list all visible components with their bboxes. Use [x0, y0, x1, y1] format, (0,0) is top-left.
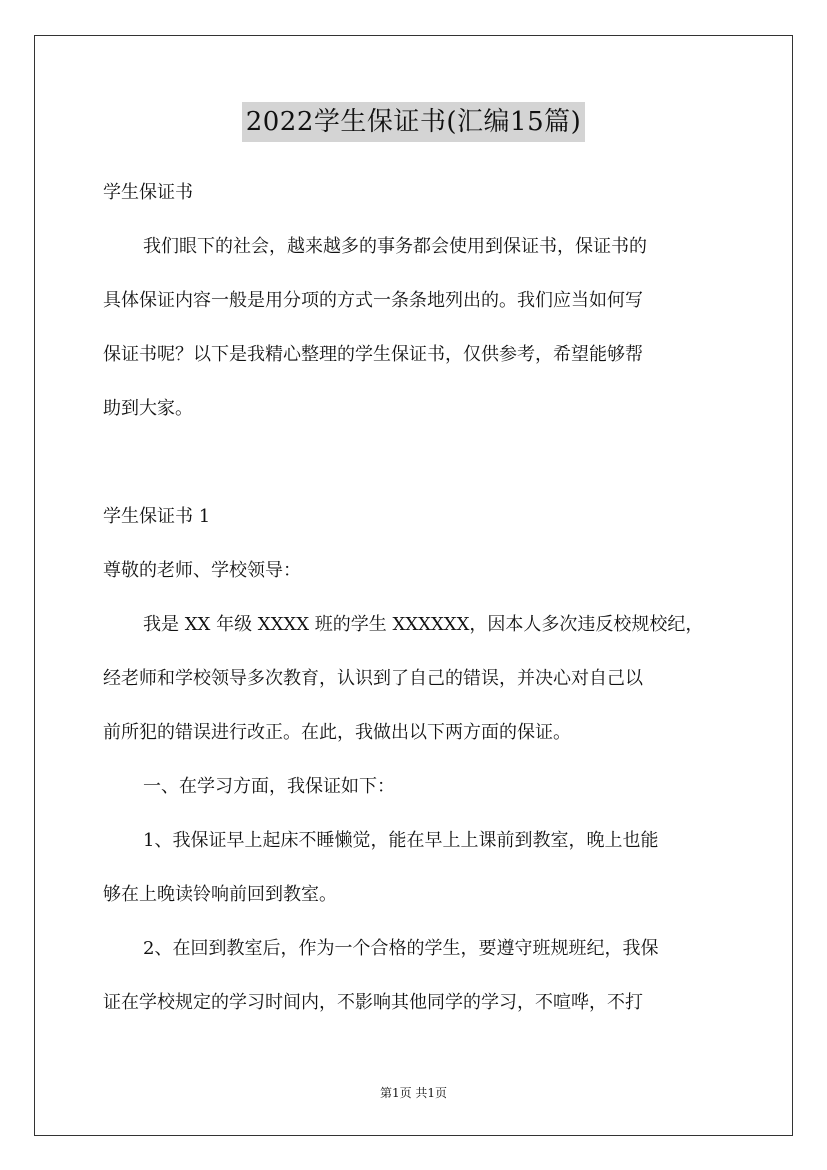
paragraph-line: 2、在回到教室后，作为一个合格的学生，要遵守班规班纪，我保: [143, 938, 659, 959]
paragraph-line: 保证书呢？以下是我精心整理的学生保证书，仅供参考，希望能够帮: [103, 344, 643, 365]
paragraph-line: 证在学校规定的学习时间内，不影响其他同学的学习，不喧哗，不打: [103, 992, 643, 1013]
paragraph-line: 一、在学习方面，我保证如下：: [143, 776, 395, 797]
paragraph-line: 我是 XX 年级 XXXX 班的学生 XXXXXX，因本人多次违反校规校纪，: [143, 614, 704, 635]
paragraph-line: 助到大家。: [103, 398, 193, 419]
paragraph-line: 够在上晚读铃响前回到教室。: [103, 884, 337, 905]
document-title: 2022学生保证书(汇编15篇): [242, 102, 586, 142]
paragraph-line: 前所犯的错误进行改正。在此，我做出以下两方面的保证。: [103, 722, 571, 743]
section-heading: 学生保证书 1: [103, 506, 211, 527]
salutation-line: 尊敬的老师、学校领导：: [103, 560, 301, 581]
paragraph-line: 我们眼下的社会，越来越多的事务都会使用到保证书，保证书的: [143, 236, 647, 257]
paragraph-line: 具体保证内容一般是用分项的方式一条条地列出的。我们应当如何写: [103, 290, 643, 311]
paragraph-line: 经老师和学校领导多次教育，认识到了自己的错误，并决心对自己以: [103, 668, 643, 689]
heading-line: 学生保证书: [103, 182, 193, 203]
paragraph-line: 1、我保证早上起床不睡懒觉，能在早上上课前到教室，晚上也能: [143, 830, 659, 851]
page-number-footer: 第1页 共1页: [379, 1086, 448, 1100]
